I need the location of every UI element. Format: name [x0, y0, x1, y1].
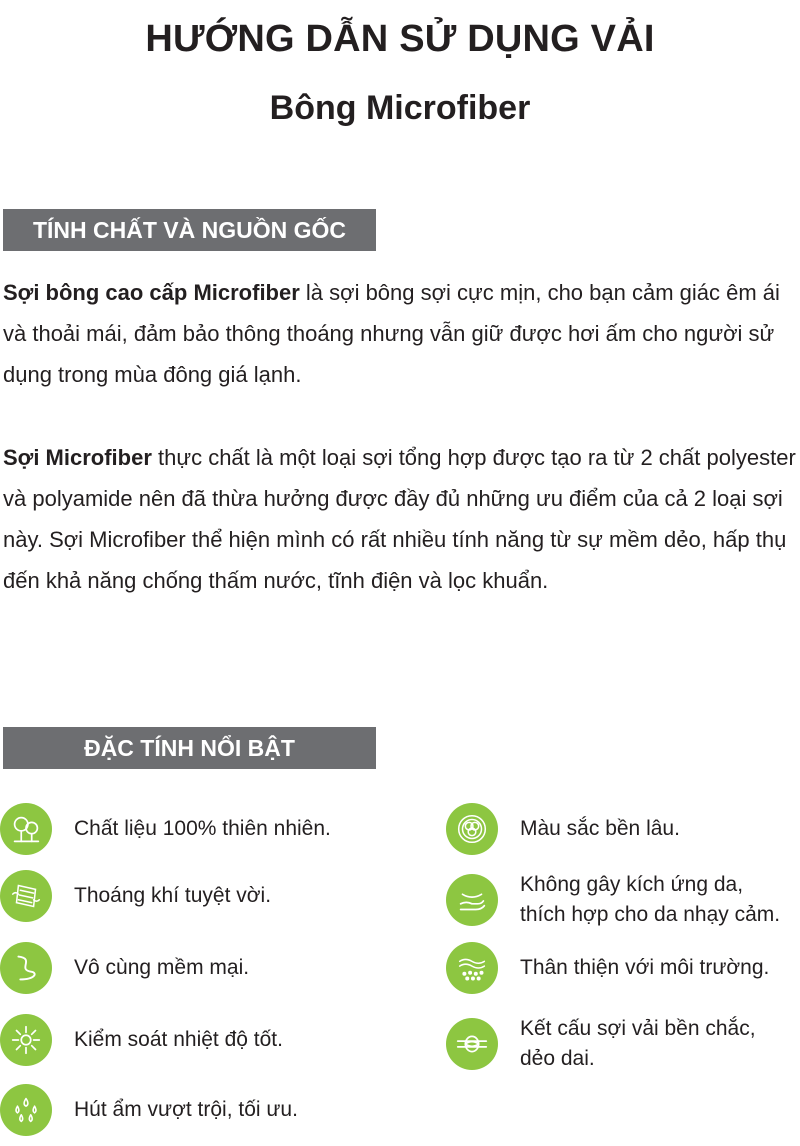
temperature-control-icon	[0, 1014, 52, 1066]
feature-text: Kiểm soát nhiệt độ tốt.	[74, 1028, 283, 1051]
feature-text-line-2: thích hợp cho da nhạy cảm.	[520, 903, 781, 926]
feature-item	[446, 942, 769, 994]
paragraph-intro-bold: Sợi bông cao cấp Microfiber	[3, 280, 300, 305]
feature-text: Vô cùng mềm mại.	[74, 956, 250, 979]
feature-item	[446, 1014, 756, 1074]
hand-skin-icon	[446, 874, 498, 926]
feature-text: Màu sắc bền lâu.	[520, 817, 680, 840]
feature-text-line-2: dẻo dai.	[520, 1047, 595, 1070]
knot-icon	[446, 1018, 498, 1070]
moisture-drops-icon	[0, 1084, 52, 1136]
breathable-fabric-icon	[0, 870, 52, 922]
paragraph-details	[3, 437, 798, 601]
eco-fabric-icon	[446, 942, 498, 994]
feature-item	[0, 803, 331, 855]
page-title: HƯỚNG DẪN SỬ DỤNG VẢI	[145, 18, 655, 60]
paragraph-intro	[3, 272, 798, 395]
soft-fabric-icon	[0, 942, 52, 994]
feature-item	[446, 870, 780, 930]
feature-item	[0, 942, 249, 994]
section-heading-origin: TÍNH CHẤT VÀ NGUỒN GỐC	[3, 209, 376, 251]
page-subtitle: Bông Microfiber	[269, 89, 531, 127]
feature-item	[0, 870, 271, 922]
color-rings-icon	[446, 803, 498, 855]
feature-text-line-1: Kết cấu sợi vải bền chắc,	[520, 1017, 756, 1040]
paragraph-details-text: thực chất là một loại sợi tổng hợp được tạo ra từ 2 chất polyester và polyamide nên đã thừa hưởng được đầy đủ những ưu điểm của cả 2 loại sợi này. Sợi Microfiber thể hiện mình có rất nhiều tính năng từ sự mềm dẻo, hấp thụ đến khả năng chống thấm nước, tĩnh điện và lọc khuẩn.	[3, 445, 796, 593]
feature-item	[446, 803, 680, 855]
feature-text: Hút ẩm vượt trội, tối ưu.	[74, 1098, 298, 1121]
feature-text: Thân thiện với môi trường.	[520, 956, 770, 979]
section-heading-features: ĐẶC TÍNH NỔI BẬT	[3, 727, 376, 769]
feature-item	[0, 1014, 283, 1066]
feature-text-line-1: Không gây kích ứng da,	[520, 873, 744, 896]
feature-item	[0, 1084, 298, 1136]
feature-text: Thoáng khí tuyệt vời.	[74, 884, 272, 907]
paragraph-intro-text: là sợi bông sợi cực mịn, cho bạn cảm giác êm ái và thoải mái, đảm bảo thông thoáng nhưng vẫn giữ được hơi ấm cho người sử dụng trong mùa đông giá lạnh.	[3, 280, 780, 387]
tree-icon	[0, 803, 52, 855]
paragraph-details-bold: Sợi Microfiber	[3, 445, 152, 470]
feature-text: Chất liệu 100% thiên nhiên.	[74, 817, 331, 840]
